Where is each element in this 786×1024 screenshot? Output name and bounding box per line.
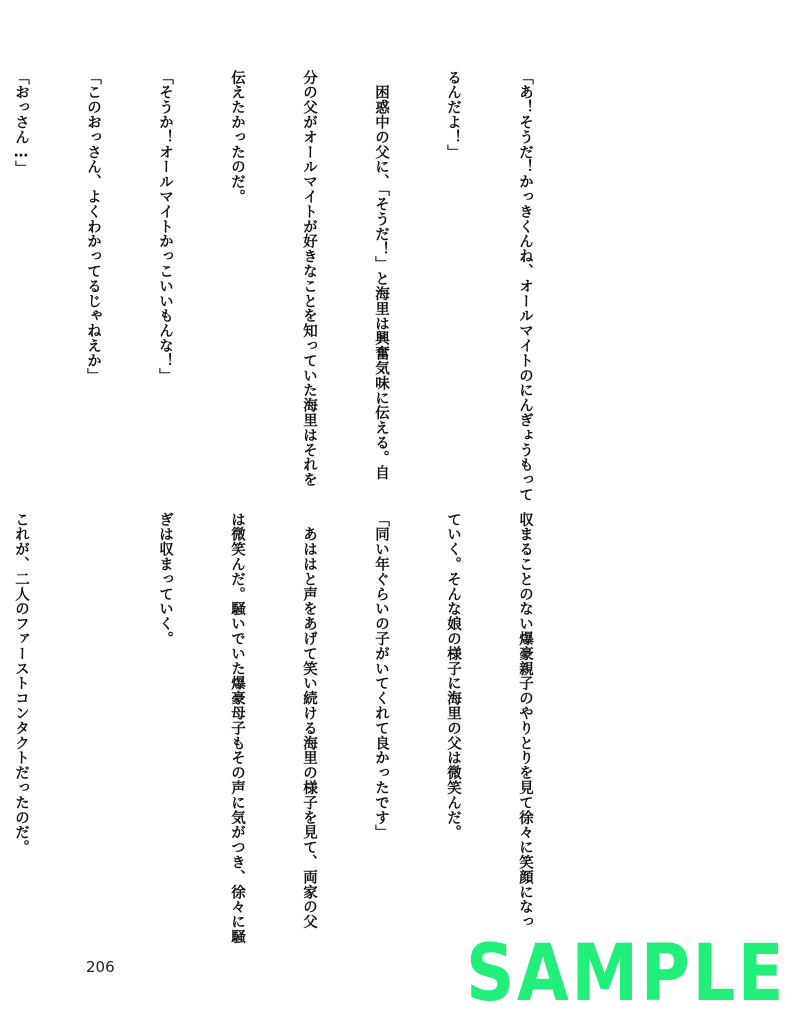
text-line: 「あ！そうだ！かっきくんね、オールマイトのにんぎょうもって [517,70,533,503]
text-line: 分の父がオールマイトが好きなことを知っていた海里はそれを [301,70,317,488]
text-line: ていく。そんな娘の様子に海里の父は微笑んだ。 [445,512,461,840]
text-line: 収まることのない爆豪親子のやりとりを見て徐々に笑顔になっ [517,512,533,930]
blank-line [81,512,105,952]
lower-text-block [0,512,585,952]
sample-watermark: SAMPLE [466,929,786,1019]
text-line: 「同い年ぐらいの子がいてくれて良かったです」 [373,512,389,840]
upper-text-block [0,70,585,510]
text-line: あははと声をあげて笑い続ける海里の様子を見て、両家の父 [301,512,317,930]
text-line: るんだよ！」 [445,70,461,160]
text-line: 「おっさん…」 [13,70,29,176]
text-line: は微笑んだ。騒いでいた爆豪母子もその声に気がつき、徐々に騒 [229,512,245,945]
text-line: 「そうか！オールマイトかっこいいもんな！」 [157,70,173,383]
text-line: 困惑中の父に、「そうだ！」と海里は興奮気味に伝える。自 [373,70,389,480]
text-line: 伝えたかったのだ。 [229,70,245,205]
text-line: これが、二人のファーストコンタクトだったのだ。 [13,512,29,855]
text-line: ぎは収まっていく。 [157,512,173,647]
text-line: 「このおっさん、よくわかってるじゃねえか」 [85,70,101,383]
page-number: 206 [86,958,115,976]
